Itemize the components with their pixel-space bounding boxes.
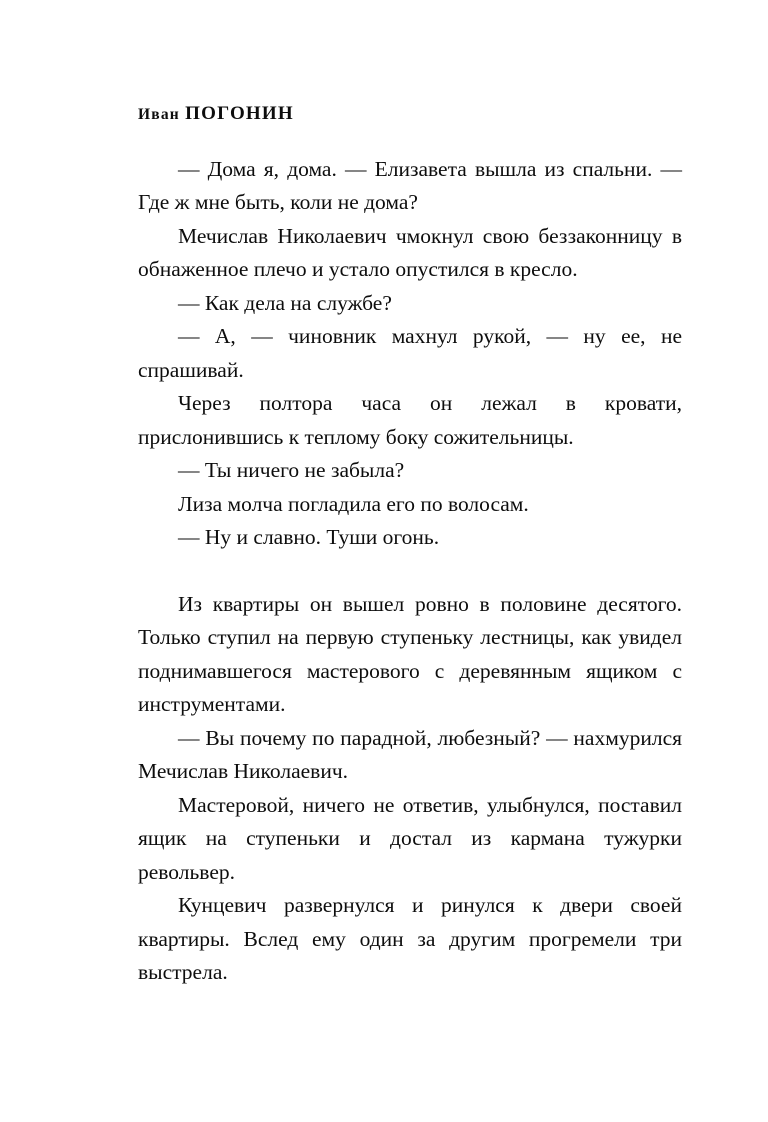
paragraph: — Ты ничего не забыла?: [178, 458, 405, 483]
running-head: [138, 104, 682, 125]
paragraph: — Как дела на службе?: [178, 290, 392, 315]
paragraph: — А, — чиновник махнул рукой, — ну ее, не спрашивай.: [138, 324, 682, 382]
paragraph: — Дома я, дома. — Елизавета вышла из спальни. — Где ж мне быть, коли не дома?: [138, 156, 682, 215]
paragraph: Лиза молча погладила его по волосам.: [178, 491, 529, 516]
section-break: [138, 555, 682, 588]
paragraph: Мастеровой, ничего не ответив, улыбнулся, поставил ящик на ступеньки и достал из кармана тужурки револьвер.: [138, 792, 682, 884]
paragraph: — Вы почему по парадной, любезный? — нахмурился Мечислав Николаевич.: [138, 725, 682, 784]
paragraph: Мечислав Николаевич чмокнул свою беззаконницу в обнаженное плечо и устало опустился в кресло.: [138, 223, 682, 282]
paragraph: Кунцевич развернулся и ринулся к двери своей квартиры. Вслед ему один за другим прогремели три выстрела.: [138, 893, 682, 985]
paragraph: Из квартиры он вышел ровно в половине десятого. Только ступил на первую ступеньку лестницы, как увидел поднимавшегося мастерового с деревянным ящиком с инструментами.: [138, 591, 682, 717]
running-head-author-first: Иван: [138, 106, 180, 123]
running-head-author-last: ПОГОНИН: [185, 103, 294, 124]
paragraph: Через полтора часа он лежал в кровати, прислонившись к теплому боку сожительницы.: [138, 391, 682, 449]
paragraph: — Ну и славно. Туши огонь.: [178, 525, 440, 550]
page-content: [138, 104, 682, 990]
body-text: [138, 153, 682, 990]
